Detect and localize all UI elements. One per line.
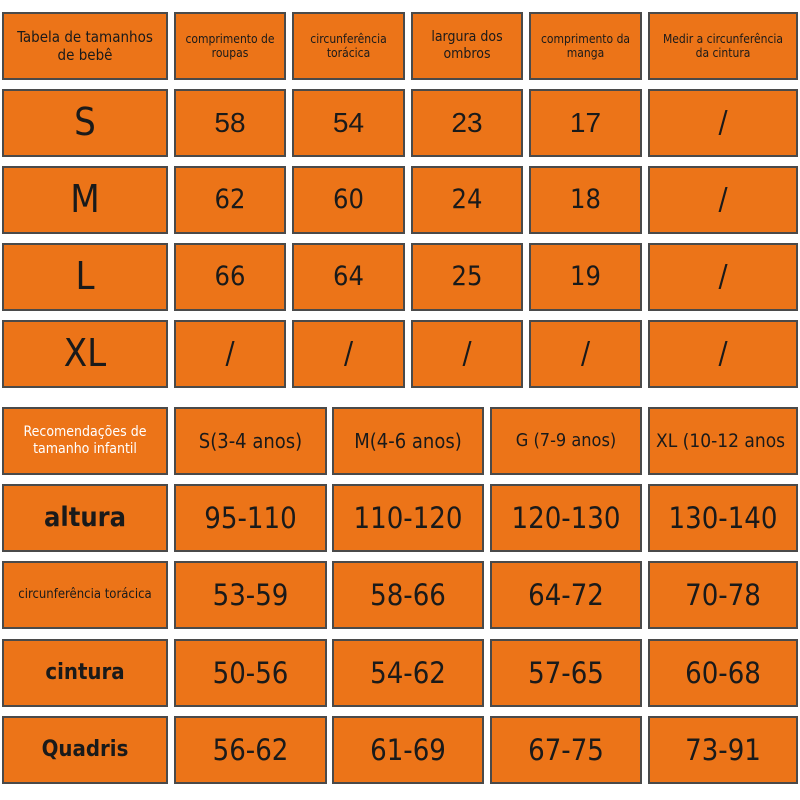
table1-corner-text: Tabela de tamanhos de bebê (17, 28, 153, 64)
cell-value: 64-72 (528, 577, 604, 612)
table1-cell (292, 166, 405, 234)
cell-value: 73-91 (685, 732, 761, 767)
table2-cell (174, 484, 327, 552)
table1-row-label-l (2, 243, 168, 311)
cell-value: / (343, 336, 354, 371)
table2-row-label-height (2, 484, 168, 552)
size-text: M (70, 177, 100, 222)
size-text: L (75, 254, 95, 299)
table2-cell (490, 561, 642, 629)
table1-cell (411, 243, 523, 311)
cell-value: / (225, 336, 235, 371)
cell-value: 130-140 (668, 500, 778, 535)
table1-cell (292, 243, 405, 311)
table2-corner-text: Recomendações de tamanho infantil (23, 424, 147, 457)
table2-row-label-chest (2, 561, 168, 629)
cell-value: 58-66 (370, 577, 446, 612)
table2-cell (648, 639, 798, 707)
table1-cell (529, 166, 642, 234)
table1-cell (529, 89, 642, 157)
table1-cell (292, 89, 405, 157)
header-text: circunferência torácica (310, 31, 387, 60)
cell-value: 61-69 (370, 732, 446, 767)
cell-value: / (718, 182, 728, 217)
table1-col-header-waist (648, 12, 798, 80)
header-text: G (7-9 anos) (515, 430, 617, 452)
table1-cell (411, 89, 523, 157)
header-text: comprimento de roupas (185, 31, 275, 60)
table2-cell (174, 716, 327, 784)
table1-cell (174, 320, 286, 388)
cell-value: 17 (569, 107, 602, 139)
cell-value: / (580, 336, 591, 371)
table2-col-header-m (332, 407, 484, 475)
table1-row-label-m (2, 166, 168, 234)
table1-cell (174, 243, 286, 311)
cell-value: 58 (214, 107, 246, 139)
cell-value: / (718, 105, 728, 140)
size-text: XL (63, 331, 107, 376)
header-text: comprimento da manga (540, 31, 631, 60)
cell-value: / (462, 336, 472, 371)
row-label-text: cintura (45, 659, 125, 685)
table1-cell (411, 166, 523, 234)
cell-value: 110-120 (353, 500, 463, 535)
cell-value: 120-130 (511, 500, 621, 535)
table1-cell (529, 243, 642, 311)
cell-value: 50-56 (212, 655, 289, 690)
table1-cell (648, 243, 798, 311)
table1-col-header-sleeve (529, 12, 642, 80)
cell-value: 95-110 (204, 500, 297, 535)
cell-value: 70-78 (685, 577, 761, 612)
cell-value: 25 (451, 260, 483, 292)
table1-cell (529, 320, 642, 388)
table1-cell (411, 320, 523, 388)
size-text: S (74, 100, 96, 145)
table2-corner-header (2, 407, 168, 475)
header-text: largura dos ombros (431, 29, 503, 62)
table1-cell (174, 89, 286, 157)
table2-cell (332, 639, 484, 707)
table1-cell (648, 320, 798, 388)
cell-value: 23 (451, 107, 483, 139)
header-text: Medir a circunferência da cintura (662, 31, 784, 60)
table2-cell (174, 639, 327, 707)
cell-value: 67-75 (528, 732, 604, 767)
table1-row-label-xl (2, 320, 168, 388)
cell-value: 54-62 (370, 655, 446, 690)
row-label-text: altura (44, 501, 126, 533)
table2-col-header-s (174, 407, 327, 475)
cell-value: 53-59 (212, 577, 289, 612)
table2-cell (332, 484, 484, 552)
row-label-text: circunferência torácica (18, 587, 152, 603)
cell-value: 64 (333, 260, 364, 292)
cell-value: 62 (214, 183, 246, 215)
table1-corner-header (2, 12, 168, 80)
cell-value: 66 (214, 260, 246, 292)
table2-col-header-g (490, 407, 642, 475)
cell-value: 18 (570, 183, 601, 215)
table1-col-header-chest (292, 12, 405, 80)
cell-value: 60-68 (685, 655, 761, 690)
cell-value: / (718, 259, 728, 294)
table2-cell (332, 716, 484, 784)
table2-cell (174, 561, 327, 629)
table1-cell (174, 166, 286, 234)
header-text: XL (10-12 anos (656, 429, 786, 452)
table2-row-label-waist (2, 639, 168, 707)
row-label-text: Quadris (41, 736, 129, 762)
table2-cell (648, 716, 798, 784)
cell-value: / (718, 336, 728, 371)
table2-row-label-hips (2, 716, 168, 784)
table1-row-label-s (2, 89, 168, 157)
table2-cell (332, 561, 484, 629)
table1-cell (648, 89, 798, 157)
table1-cell (648, 166, 798, 234)
table1-col-header-shoulder (411, 12, 523, 80)
header-text: S(3-4 anos) (198, 429, 303, 453)
table1-col-header-clothing-length (174, 12, 286, 80)
table1-cell (292, 320, 405, 388)
cell-value: 56-62 (212, 732, 289, 767)
table2-cell (490, 484, 642, 552)
cell-value: 24 (451, 183, 483, 215)
table2-col-header-xl (648, 407, 798, 475)
cell-value: 57-65 (528, 655, 604, 690)
table2-cell (648, 561, 798, 629)
header-text: M(4-6 anos) (354, 429, 462, 453)
table2-cell (490, 716, 642, 784)
cell-value: 19 (570, 260, 601, 292)
table2-cell (490, 639, 642, 707)
table2-cell (648, 484, 798, 552)
cell-value: 54 (332, 107, 365, 139)
cell-value: 60 (333, 183, 364, 215)
